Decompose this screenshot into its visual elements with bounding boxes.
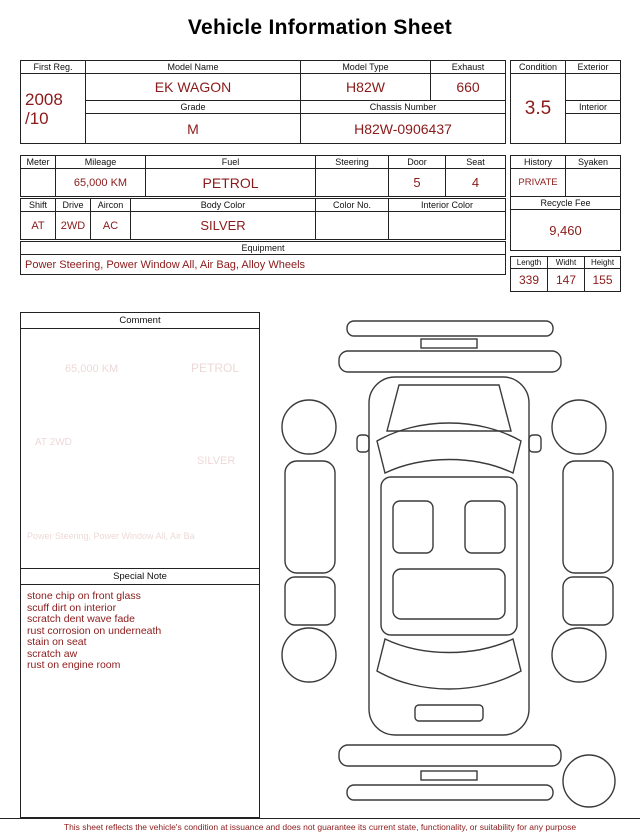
chassis-number-value: H82W-0906437 [301, 114, 506, 144]
shift-table [20, 198, 506, 240]
meter-label: Meter [21, 156, 56, 169]
special-note-item: scratch dent wave fade [27, 613, 135, 625]
special-note-item: scratch aw [27, 647, 78, 660]
fuel-value: PETROL [146, 169, 316, 197]
interior-value [566, 114, 621, 144]
special-note-item: rust on engine room [27, 659, 121, 671]
height-value: 155 [585, 269, 621, 292]
steering-value [316, 169, 389, 197]
first-reg-label: First Reg. [21, 61, 86, 74]
grade-value: M [86, 114, 301, 144]
drive-label: Drive [56, 199, 91, 212]
recycle-fee-value: 9,460 [511, 210, 621, 251]
side-panels-icon [285, 461, 613, 625]
seat-value: 4 [446, 169, 506, 197]
history-table [510, 155, 621, 251]
height-label: Height [585, 257, 621, 269]
mileage-value: 65,000 KM [56, 169, 146, 197]
interior-color-label: Interior Color [389, 199, 506, 212]
ghost-text: PETROL [191, 361, 240, 375]
condition-table [510, 60, 621, 144]
width-label: Widht [548, 257, 585, 269]
body-color-label: Body Color [131, 199, 316, 212]
ghost-text: 65,000 KM [65, 363, 119, 375]
meter-value [21, 169, 56, 197]
ghost-text: Power Steering, Power Window All, Air Ba [27, 531, 195, 541]
steering-label: Steering [316, 156, 389, 169]
spare-wheel-icon [563, 755, 615, 807]
seat-label: Seat [446, 156, 506, 169]
length-label: Length [511, 257, 548, 269]
mileage-label: Mileage [56, 156, 146, 169]
model-type-value: H82W [301, 74, 431, 101]
condition-label: Condition [511, 61, 566, 74]
comment-box [20, 312, 260, 818]
recycle-fee-label: Recycle Fee [511, 197, 621, 210]
meter-table [20, 155, 506, 197]
special-note-list [21, 585, 259, 678]
special-note-item: stone chip on front glass [27, 590, 141, 602]
body-color-value: SILVER [131, 212, 316, 240]
color-no-label: Color No. [316, 199, 389, 212]
door-label: Door [389, 156, 446, 169]
special-note-item: stain on seat [27, 636, 87, 648]
special-note-label: Special Note [21, 568, 259, 585]
model-name-label: Model Name [86, 61, 301, 74]
exhaust-label: Exhaust [431, 61, 506, 74]
exterior-value [566, 74, 621, 101]
interior-label: Interior [566, 101, 621, 114]
shift-label: Shift [21, 199, 56, 212]
interior-color-value [389, 212, 506, 240]
comment-area [21, 329, 259, 568]
history-label: History [511, 156, 566, 169]
first-reg-year: 2008 [25, 89, 63, 109]
exhaust-value: 660 [431, 74, 506, 101]
model-name-value: EK WAGON [86, 74, 301, 101]
fuel-label: Fuel [146, 156, 316, 169]
first-reg-month: /10 [25, 108, 49, 128]
footer-disclaimer: This sheet reflects the vehicle's condition at issuance and does not guarantee its current state, functionality, or suitability for any purpose [0, 818, 640, 832]
car-body-outline-icon [357, 377, 541, 735]
special-note-item: scuff dirt on interior [27, 601, 117, 614]
history-value: PRIVATE [511, 169, 566, 197]
registration-table [20, 60, 506, 144]
syaken-label: Syaken [566, 156, 621, 169]
shift-value: AT [21, 212, 56, 240]
syaken-value [566, 169, 621, 197]
model-type-label: Model Type [301, 61, 431, 74]
first-reg-value [21, 74, 86, 144]
color-no-value [316, 212, 389, 240]
car-diagram [268, 315, 630, 815]
equipment-value: Power Steering, Power Window All, Air Bag, Alloy Wheels [21, 255, 506, 275]
wheels-icon [282, 400, 606, 682]
length-value: 339 [511, 269, 548, 292]
equipment-table [20, 241, 506, 275]
dimensions-table [510, 256, 621, 292]
page-title: Vehicle Information Sheet [187, 16, 453, 39]
ghost-text: AT 2WD [35, 437, 72, 448]
drive-value: 2WD [56, 212, 91, 240]
aircon-value: AC [91, 212, 131, 240]
front-bumper-icon [339, 321, 561, 372]
exterior-label: Exterior [566, 61, 621, 74]
grade-label: Grade [86, 101, 301, 114]
comment-label: Comment [21, 313, 259, 329]
chassis-number-label: Chassis Number [301, 101, 506, 114]
condition-score: 3.5 [511, 74, 566, 144]
width-value: 147 [548, 269, 585, 292]
rear-bumper-icon [339, 745, 561, 800]
special-note-item: rust corrosion on underneath [27, 624, 162, 637]
aircon-label: Aircon [91, 199, 131, 212]
door-value: 5 [389, 169, 446, 197]
ghost-text: SILVER [197, 455, 236, 467]
equipment-label: Equipment [21, 242, 506, 255]
